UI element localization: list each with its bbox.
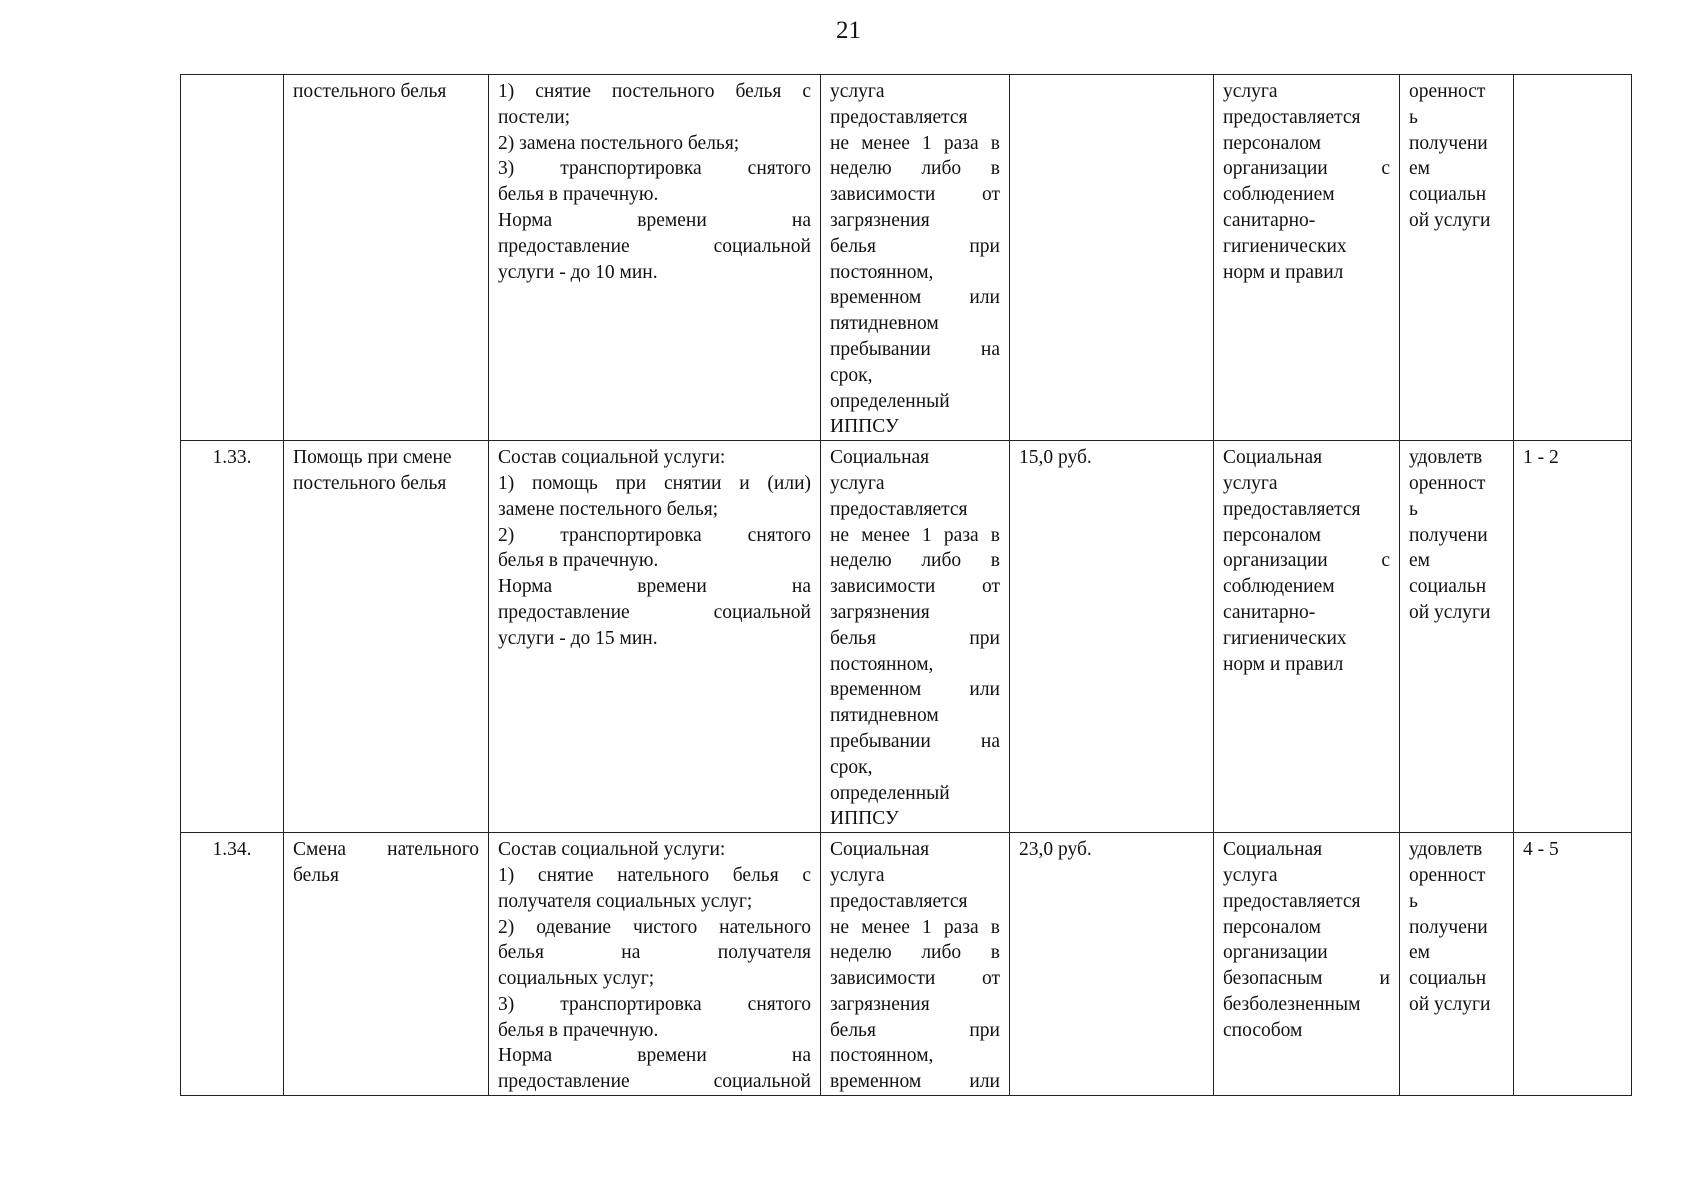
services-table [180,74,1632,1096]
cell-text-line: предоставляется [1223,106,1361,128]
cell-text-line: предоставление социальной [498,235,811,257]
cell-text-line: 2) замена постельного белья; [498,132,740,154]
service-name-cell [284,75,489,441]
cell-text-line: социальн [1409,576,1487,598]
service-evaluation-cell [1400,75,1514,441]
cell-text-line: организации с [1223,158,1390,180]
cell-text-line: гигиенических [1223,235,1347,257]
cell-text-line: предоставление социальной [498,601,811,623]
cell-text-line: удовлетв [1409,447,1483,469]
service-price-cell [1010,441,1214,833]
cell-text-line: санитарно- [1223,601,1316,623]
cell-text-line: ой услуги [1409,209,1491,231]
service-score-cell [1514,441,1632,833]
service-name-cell [284,833,489,1096]
service-price: 15,0 руб. [1019,447,1092,469]
cell-text-line: постоянном, [830,261,934,283]
service-name-line: постельного белья [293,472,447,494]
cell-text-line: Социальная [1223,447,1323,469]
cell-text-line: не менее 1 раза в [830,524,1000,546]
cell-text-line: услуга [1223,81,1278,102]
table-row [181,441,1632,833]
service-evaluation-cell [1400,833,1514,1096]
cell-text-line: ь [1409,890,1418,912]
cell-text-line: постели; [498,106,571,128]
cell-text-line: услуга [1223,864,1278,886]
cell-text-line: 3) транспортировка снятого [498,158,811,180]
cell-text-line: предоставляется [1223,498,1361,520]
cell-text-line: соблюдением [1223,576,1335,598]
cell-text-line: определенный [830,390,950,412]
cell-text-line: загрязнения [830,601,930,623]
cell-text-line: белья при [830,1019,1000,1041]
cell-text-line: организации с [1223,550,1390,572]
cell-text-line: Норма времени на [498,1045,811,1067]
service-score-cell [1514,833,1632,1096]
cell-text-line: услуги - до 15 мин. [498,627,658,649]
cell-text-line: неделю либо в [830,550,1000,572]
cell-text-line: норм и правил [1223,653,1344,675]
service-conditions-cell [1214,75,1400,441]
cell-text-line: услуга [830,81,885,102]
service-price-cell [1010,833,1214,1096]
cell-text-line: срок, [830,364,873,386]
cell-text-line: белья в прачечную. [498,184,659,206]
cell-text-line: персоналом [1223,132,1321,154]
cell-text-line: белья в прачечную. [498,1019,659,1041]
cell-text-line: Норма времени на [498,209,811,231]
cell-text-line: зависимости от [830,184,1000,206]
service-price-cell [1010,75,1214,441]
cell-text-line: персоналом [1223,916,1321,938]
cell-text-line: не менее 1 раза в [830,132,1000,154]
cell-text-line: получени [1409,916,1488,938]
cell-text-line: пятидневном [830,313,939,335]
service-name-line: Смена нательного [293,839,479,861]
cell-text-line: неделю либо в [830,158,1000,180]
cell-text-line: неделю либо в [830,942,1000,964]
cell-text-line: загрязнения [830,209,930,231]
cell-text-line: услуга [1223,472,1278,494]
cell-text-line: временном или [830,1071,1000,1093]
cell-text-line: ой услуги [1409,601,1491,623]
cell-text-line: социальных услуг; [498,968,655,990]
cell-text-line: 1) снятие постельного белья с [498,81,811,102]
cell-text-line: безболезненным [1223,993,1361,1015]
service-score: 1 - 2 [1523,447,1559,469]
cell-text-line: способом [1223,1019,1303,1041]
service-number-cell [181,833,284,1096]
cell-text-line: оренност [1409,864,1486,886]
cell-text-line: получателя социальных услуг; [498,890,753,912]
service-name-line: белья [293,864,339,886]
cell-text-line: ИППСУ [830,808,899,830]
cell-text-line: 3) транспортировка снятого [498,993,811,1015]
cell-text-line: предоставляется [830,106,968,128]
cell-text-line: Социальная [830,447,930,469]
service-number-cell [181,441,284,833]
cell-text-line: организации [1223,942,1328,964]
cell-text-line: определенный [830,782,950,804]
cell-text-line: безопасным и [1223,968,1390,990]
cell-text-line: 2) транспортировка снятого [498,524,811,546]
service-name-line: постельного белья [293,81,447,102]
cell-text-line: предоставляется [1223,890,1361,912]
service-score: 4 - 5 [1523,839,1559,861]
cell-text-line: получени [1409,524,1488,546]
cell-text-line: ИППСУ [830,416,899,438]
cell-text-line: ь [1409,106,1418,128]
service-conditions-cell [1214,441,1400,833]
service-frequency-cell [821,75,1010,441]
cell-text-line: норм и правил [1223,261,1344,283]
cell-text-line: Социальная [830,839,930,861]
cell-text-line: пребывании на [830,730,1000,752]
cell-text-line: временном или [830,679,1000,701]
cell-text-line: ем [1409,550,1430,572]
cell-text-line: загрязнения [830,993,930,1015]
cell-text-line: постоянном, [830,1045,934,1067]
cell-text-line: белья на получателя [498,942,811,964]
cell-text-line: удовлетв [1409,839,1483,861]
service-price: 23,0 руб. [1019,839,1092,861]
service-description-cell [489,833,821,1096]
service-number-cell [181,75,284,441]
cell-text-line: белья при [830,235,1000,257]
cell-text-line: Состав социальной услуги: [498,839,726,861]
cell-text-line: оренност [1409,81,1486,102]
table-row [181,75,1632,441]
cell-text-line: Социальная [1223,839,1323,861]
cell-text-line: Норма времени на [498,576,811,598]
service-frequency-cell [821,833,1010,1096]
cell-text-line: замене постельного белья; [498,498,719,520]
cell-text-line: услуга [830,472,885,494]
cell-text-line: предоставление социальной [498,1071,811,1093]
cell-text-line: 1) помощь при снятии и (или) [498,472,811,494]
table-body [181,75,1632,1096]
cell-text-line: оренност [1409,472,1486,494]
table-row [181,833,1632,1096]
cell-text-line: предоставляется [830,890,968,912]
cell-text-line: гигиенических [1223,627,1347,649]
cell-text-line: ь [1409,498,1418,520]
cell-text-line: пятидневном [830,705,939,727]
cell-text-line: временном или [830,287,1000,309]
service-score-cell [1514,75,1632,441]
cell-text-line: услуга [830,864,885,886]
cell-text-line: Состав социальной услуги: [498,447,726,469]
cell-text-line: персоналом [1223,524,1321,546]
cell-text-line: получени [1409,132,1488,154]
cell-text-line: белья в прачечную. [498,550,659,572]
cell-text-line: ой услуги [1409,993,1491,1015]
cell-text-line: соблюдением [1223,184,1335,206]
cell-text-line: не менее 1 раза в [830,916,1000,938]
cell-text-line: предоставляется [830,498,968,520]
cell-text-line: санитарно- [1223,209,1316,231]
cell-text-line: постоянном, [830,653,934,675]
service-description-cell [489,441,821,833]
service-conditions-cell [1214,833,1400,1096]
cell-text-line: социальн [1409,184,1487,206]
service-name-line: Помощь при смене [293,447,452,469]
cell-text-line: ем [1409,158,1430,180]
service-evaluation-cell [1400,441,1514,833]
service-frequency-cell [821,441,1010,833]
service-number: 1.33. [212,447,252,469]
cell-text-line: 2) одевание чистого нательного [498,916,811,938]
cell-text-line: ем [1409,942,1430,964]
cell-text-line: срок, [830,756,873,778]
cell-text-line: услуги - до 10 мин. [498,261,658,283]
page-number: 21 [836,17,861,44]
service-number: 1.34. [212,839,252,861]
service-name-cell [284,441,489,833]
cell-text-line: пребывании на [830,338,1000,360]
cell-text-line: белья при [830,627,1000,649]
cell-text-line: 1) снятие нательного белья с [498,864,811,886]
cell-text-line: зависимости от [830,576,1000,598]
cell-text-line: социальн [1409,968,1487,990]
service-description-cell [489,75,821,441]
cell-text-line: зависимости от [830,968,1000,990]
